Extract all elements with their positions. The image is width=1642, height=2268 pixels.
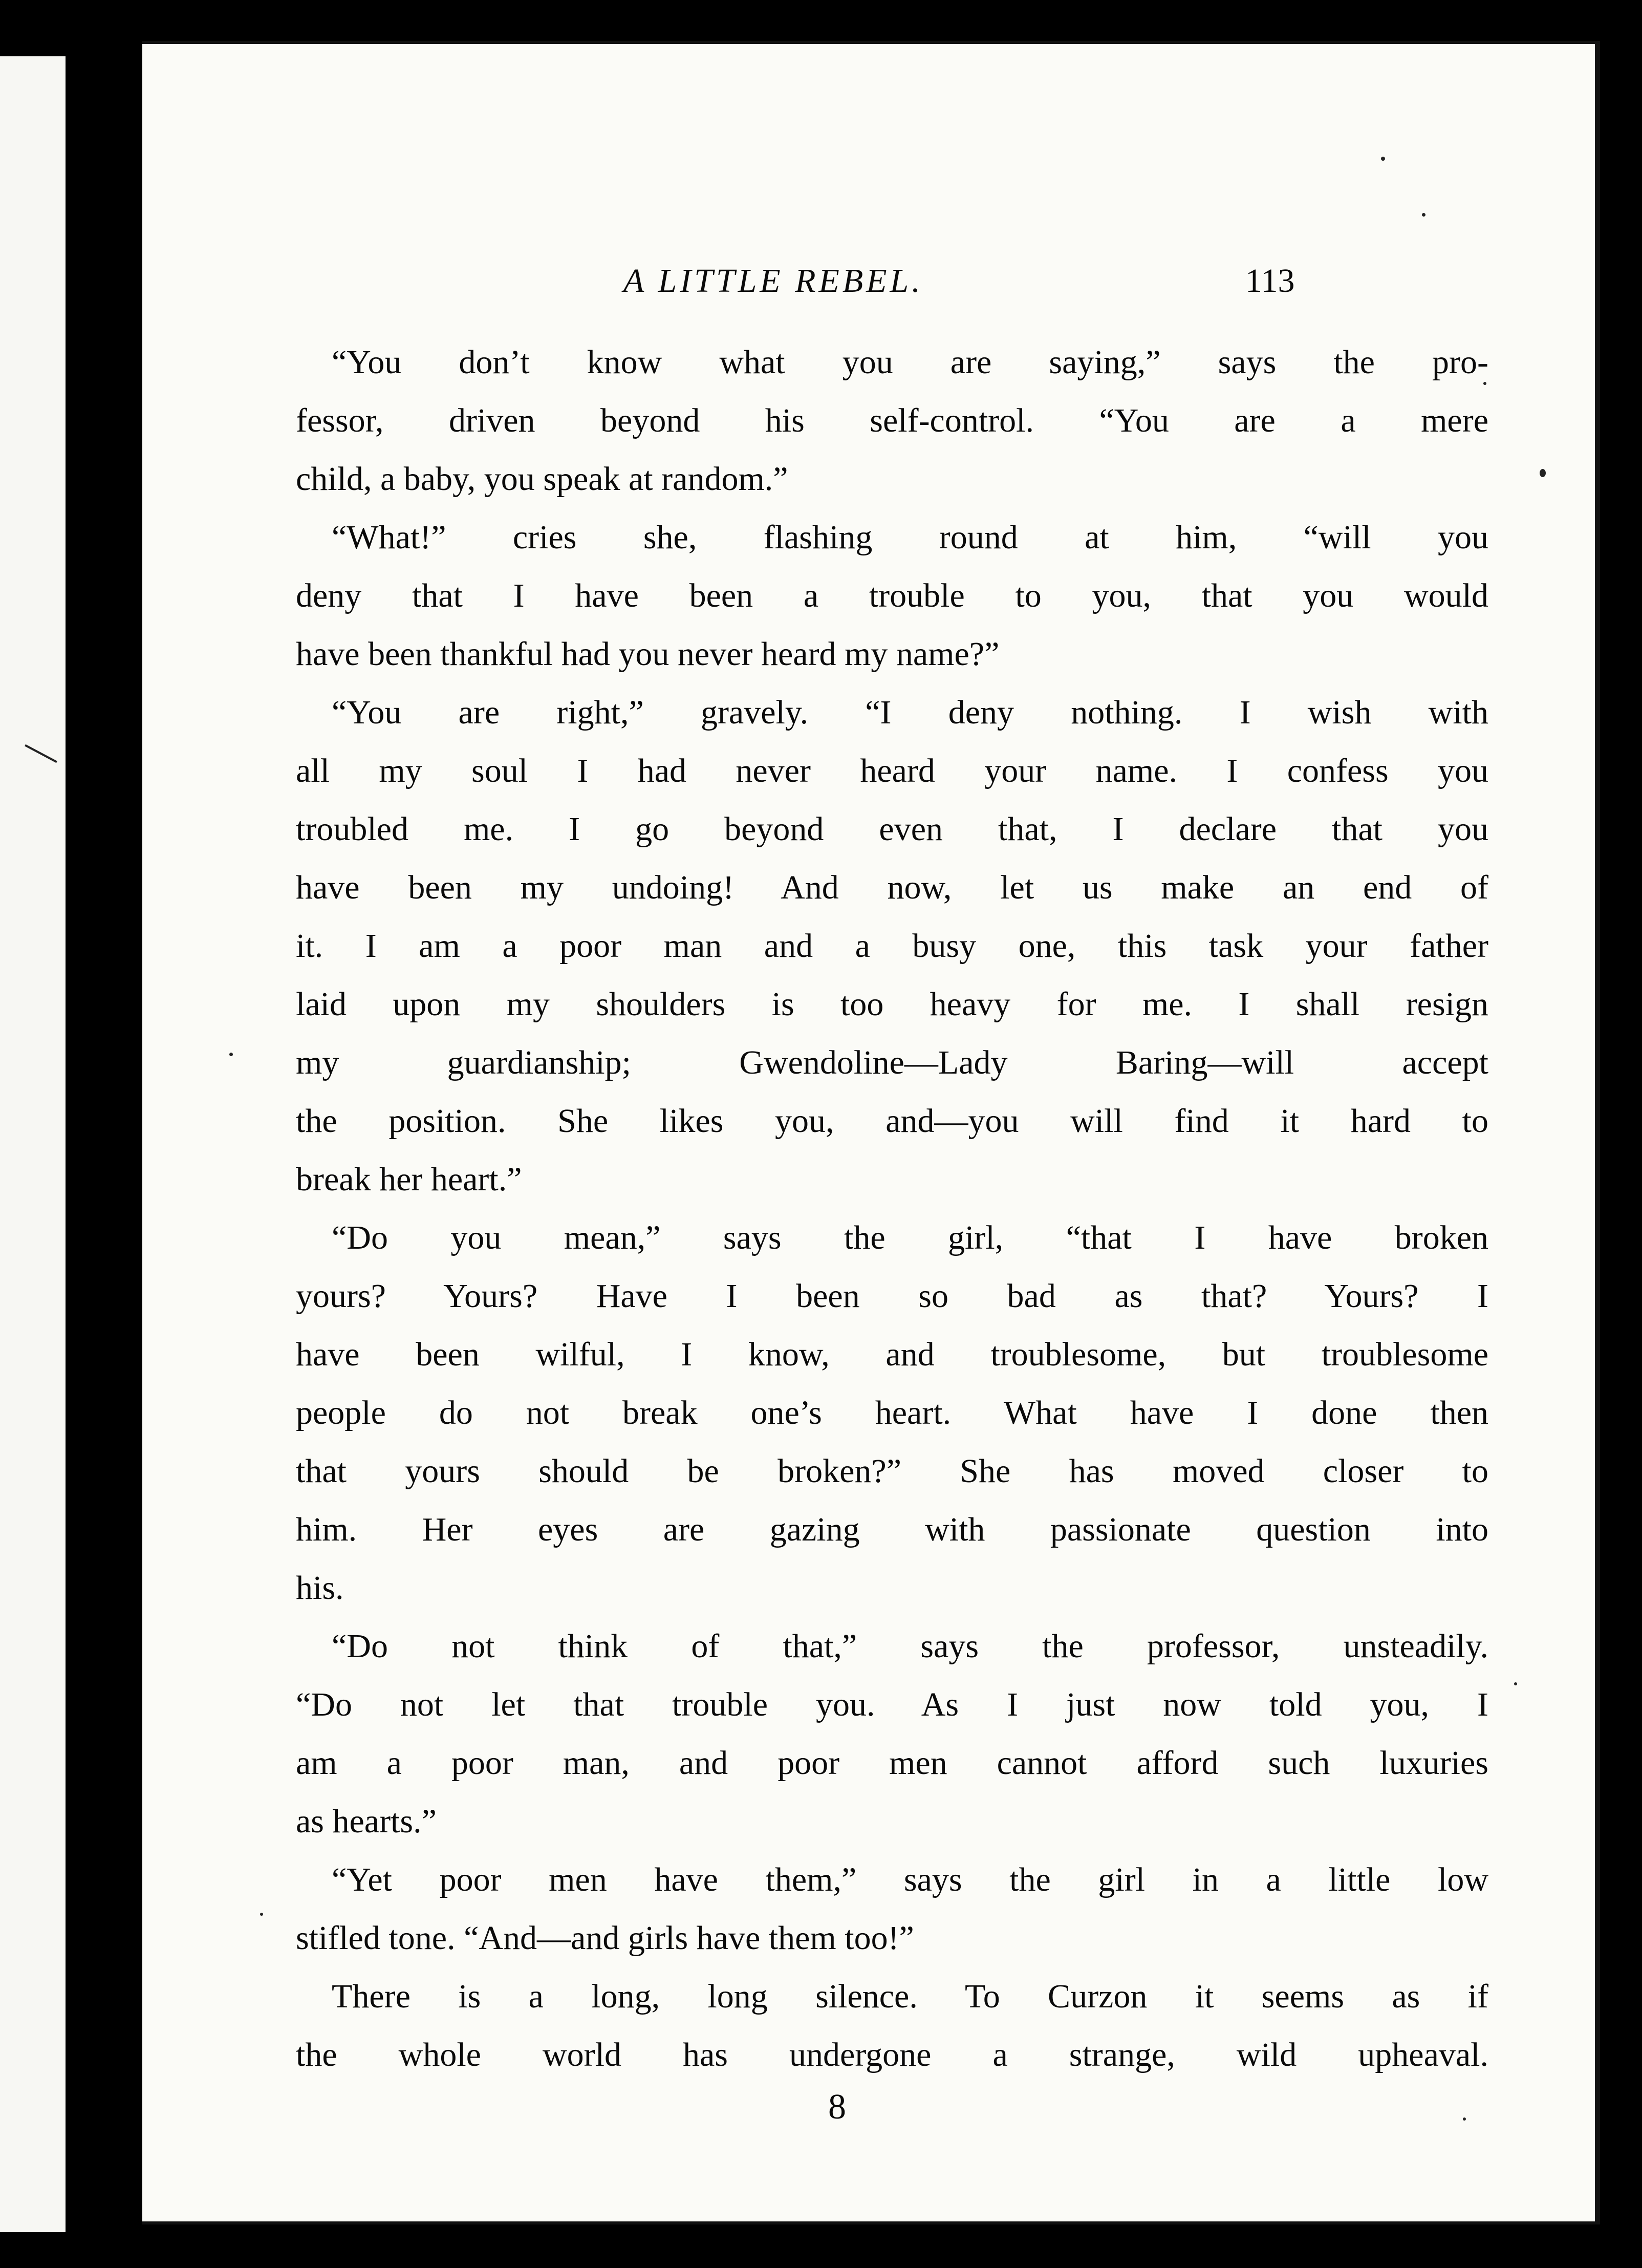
text-line: There is a long, long silence. To Curzon it seems as if bbox=[332, 1978, 1488, 2015]
running-title: A LITTLE REBEL. bbox=[623, 262, 923, 299]
text-line: child, a baby, you speak at random.” bbox=[296, 460, 788, 498]
text-line: “You are right,” gravely. “I deny nothing. I wish with bbox=[332, 694, 1488, 731]
text-line: that yours should be broken?” She has moved closer to bbox=[296, 1452, 1488, 1490]
text-line: laid upon my shoulders is too heavy for me. I shall resign bbox=[296, 986, 1488, 1023]
text-line: “What!” cries she, flashing round at him, “will you bbox=[332, 519, 1488, 556]
text-line: deny that I have been a trouble to you, that you would bbox=[296, 577, 1488, 614]
page-number: 113 bbox=[1245, 262, 1295, 299]
text-line: the position. She likes you, and—you will find it hard to bbox=[296, 1102, 1488, 1140]
text-line: fessor, driven beyond his self-control. “You are a mere bbox=[296, 402, 1488, 439]
book-page bbox=[142, 41, 1600, 2224]
text-line: my guardianship; Gwendoline—Lady Baring—will accept bbox=[296, 1044, 1488, 1081]
signature-mark: 8 bbox=[828, 2087, 846, 2127]
print-speck bbox=[1540, 469, 1546, 477]
text-line: have been wilful, I know, and troublesome, but troublesome bbox=[296, 1336, 1488, 1373]
text-line: him. Her eyes are gazing with passionate question into bbox=[296, 1511, 1488, 1548]
text-line: “Do not think of that,” says the professor, unsteadily. bbox=[332, 1628, 1488, 1665]
print-speck bbox=[1381, 157, 1385, 161]
page-header bbox=[142, 262, 1595, 308]
text-line: am a poor man, and poor men cannot afford such luxuries bbox=[296, 1744, 1488, 1782]
text-line: stifled tone. “And—and girls have them too!” bbox=[296, 1919, 914, 1957]
text-line: “Do you mean,” says the girl, “that I have broken bbox=[332, 1219, 1488, 1256]
book-spine-shadow bbox=[66, 46, 147, 2253]
text-line: all my soul I had never heard your name. I confess you bbox=[296, 752, 1488, 789]
print-speck bbox=[1514, 1682, 1517, 1685]
text-line: it. I am a poor man and a busy one, this task your father bbox=[296, 927, 1488, 965]
print-speck bbox=[1422, 213, 1425, 217]
print-speck bbox=[1483, 382, 1486, 385]
text-line: yours? Yours? Have I been so bad as that? Yours? I bbox=[296, 1277, 1488, 1315]
print-speck bbox=[1463, 2117, 1466, 2121]
text-line: “Do not let that trouble you. As I just now told you, I bbox=[296, 1686, 1488, 1723]
text-line: people do not break one’s heart. What have I done then bbox=[296, 1394, 1488, 1431]
body-text bbox=[296, 333, 1488, 2084]
text-line: troubled me. I go beyond even that, I declare that you bbox=[296, 810, 1488, 848]
text-line: have been my undoing! And now, let us make an end of bbox=[296, 869, 1488, 906]
text-line: the whole world has undergone a strange, wild upheaval. bbox=[296, 2036, 1488, 2073]
text-line: “You don’t know what you are saying,” says the pro- bbox=[332, 344, 1488, 381]
text-line: “Yet poor men have them,” says the girl in a little low bbox=[332, 1861, 1488, 1898]
text-line: have been thankful had you never heard my name?” bbox=[296, 635, 1000, 673]
print-speck bbox=[229, 1053, 233, 1056]
left-page-margin bbox=[0, 56, 66, 2232]
print-speck bbox=[260, 1913, 263, 1916]
text-line: his. bbox=[296, 1569, 344, 1607]
text-line: as hearts.” bbox=[296, 1803, 437, 1840]
text-line: break her heart.” bbox=[296, 1161, 522, 1198]
